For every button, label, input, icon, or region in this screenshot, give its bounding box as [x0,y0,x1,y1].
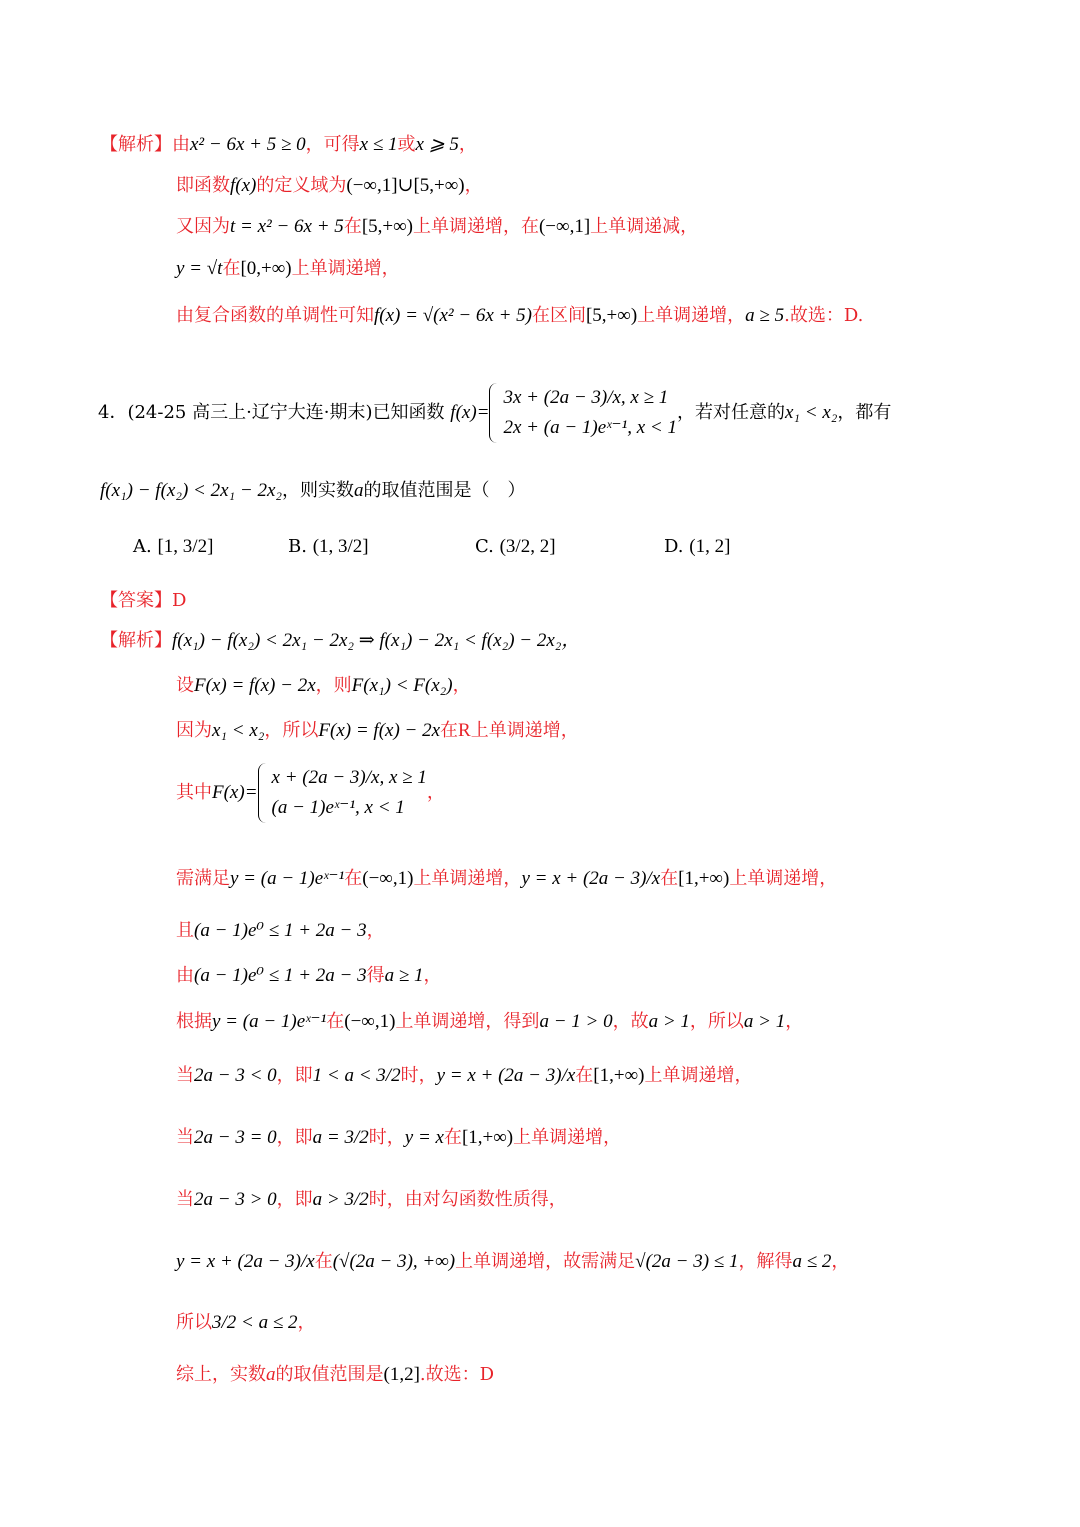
solution-line-8: 根据y = (a − 1)eˣ⁻¹在(−∞,1)上单调递增，得到a − 1 > 0，故a > 1，所以a > 1， [176,1011,804,1032]
solution-line-6: 且(a − 1)e⁰ ≤ 1 + 2a − 3， [176,920,385,941]
solution-line-3: 因为x₁ < x₂，所以F(x) = f(x) − 2x在R上单调递增， [176,720,579,741]
option-c[interactable]: C. (3/2, 2] [475,536,556,557]
option-a[interactable]: A. [1, 3/2] [133,536,214,557]
question-4-stem-2: f(x₁) − f(x₂) < 2x₁ − 2x₂，则实数a的取值范围是（ ） [100,480,526,501]
solution-line-1: 【解析】f(x₁) − f(x₂) < 2x₁ − 2x₂ ⇒ f(x₁) − 2x₁ < f(x₂) − 2x₂， [100,630,581,651]
prev-solution-line-1: 【解析】由x² − 6x + 5 ≥ 0，可得x ≤ 1或x ⩾ 5， [100,134,477,155]
option-b[interactable]: B. (1, 3/2] [288,536,369,557]
option-d[interactable]: D. (1, 2] [664,536,731,557]
solution-line-14: 综上，实数a的取值范围是(1,2].故选：D [176,1364,495,1385]
prev-solution-line-2: 即函数f(x)的定义域为(−∞,1]∪[5,+∞)， [176,175,483,196]
piecewise-F: x + (2a − 3)/x, x ≥ 1 (a − 1)eˣ⁻¹, x < 1 [258,763,427,823]
solution-line-2: 设F(x) = f(x) − 2x，则F(x₁) < F(x₂)， [176,675,471,696]
solution-line-7: 由(a − 1)e⁰ ≤ 1 + 2a − 3得a ≥ 1， [176,965,442,986]
question-source: (24-25 高三上·辽宁大连·期末) [127,402,373,423]
solution-line-11: 当2a − 3 > 0，即a > 3/2时，由对勾函数性质得， [176,1189,567,1210]
prev-solution-line-4: y = √t在[0,+∞)上单调递增， [176,258,400,279]
piecewise-function: 3x + (2a − 3)/x, x ≥ 1 2x + (a − 1)eˣ⁻¹, x < 1 [489,383,677,443]
analysis-label: 【解析】 [100,630,172,651]
question-4-stem: 4．(24-25 高三上·辽宁大连·期末)已知函数 f(x)= 3x + (2a − 3)/x, x ≥ 1 2x + (a − 1)eˣ⁻¹, x < 1 ，若对任意的x₁ < x₂，都有 [98,383,891,443]
solution-line-13: 所以3/2 < a ≤ 2， [176,1312,316,1333]
solution-line-4: 其中F(x)= x + (2a − 3)/x, x ≥ 1 (a − 1)eˣ⁻¹, x < 1 ， [176,763,445,823]
answer-line [100,588,186,614]
solution-line-12: y = x + (2a − 3)/x在(√(2a − 3), +∞)上单调递增，故需满足√(2a − 3) ≤ 1，解得a ≤ 2， [176,1251,850,1272]
prev-solution-line-3: 又因为t = x² − 6x + 5在[5,+∞)上单调递增，在(−∞,1]上单调递减， [176,216,699,237]
prev-solution-line-5: 由复合函数的单调性可知f(x) = √(x² − 6x + 5)在区间[5,+∞)上单调递增，a ≥ 5.故选：D. [176,305,864,326]
solution-line-10: 当2a − 3 = 0，即a = 3/2时，y = x在[1,+∞)上单调递增， [176,1127,622,1148]
answer-value: D [172,590,187,611]
answer-label: 【答案】 [100,590,172,611]
solution-line-9: 当2a − 3 < 0，即1 < a < 3/2时，y = x + (2a − 3)/x在[1,+∞)上单调递增， [176,1065,753,1086]
analysis-label: 【解析】 [100,134,172,155]
solution-line-5: 需满足y = (a − 1)eˣ⁻¹在(−∞,1)上单调递增，y = x + (2a − 3)/x在[1,+∞)上单调递增， [176,868,838,889]
question-number: 4． [98,402,128,423]
